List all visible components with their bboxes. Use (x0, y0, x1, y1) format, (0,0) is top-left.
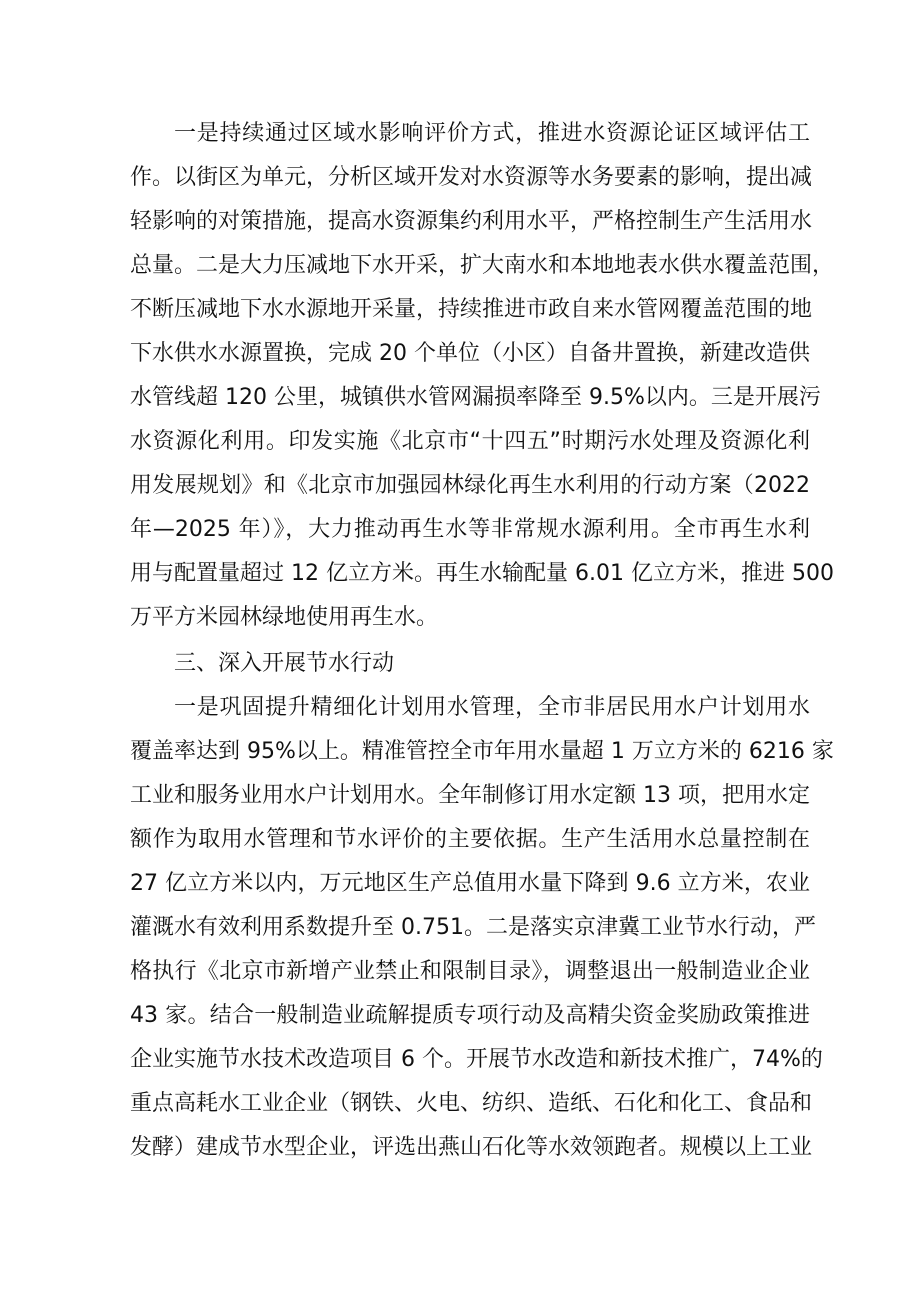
paragraph-line: 一是巩固提升精细化计划用水管理，全市非居民用水户计划用水 (174, 695, 810, 720)
paragraph-line: 下水供水水源置换，完成 20 个单位（小区）自备井置换，新建改造供 (130, 341, 810, 366)
paragraph-water-saving (130, 686, 834, 1170)
paragraph-line: 作。以街区为单元，分析区域开发对水资源等水务要素的影响，提出减 (130, 165, 813, 190)
paragraph-line: 灌溉水有效利用系数提升至 0.751。二是落实京津冀工业节水行动，严 (130, 915, 816, 940)
section-heading-text: 三、深入开展节水行动 (174, 651, 395, 676)
section-heading (130, 642, 810, 686)
paragraph-line: 万平方米园林绿地使用再生水。 (130, 605, 439, 630)
paragraph-water-resources (130, 112, 835, 640)
paragraph-line: 用与配置量超过 12 亿立方米。再生水输配量 6.01 亿立方米，推进 500 (130, 561, 834, 586)
paragraph-line: 发酵）建成节水型企业，评选出燕山石化等水效领跑者。规模以上工业 (130, 1135, 813, 1160)
paragraph-line: 43 家。结合一般制造业疏解提质专项行动及高精尖资金奖励政策推进 (130, 1003, 810, 1028)
paragraph-line: 水资源化利用。印发实施《北京市“十四五”时期污水处理及资源化利 (130, 429, 810, 454)
paragraph-line: 企业实施节水技术改造项目 6 个。开展节水改造和新技术推广，74%的 (130, 1047, 823, 1072)
paragraph-line: 27 亿立方米以内，万元地区生产总值用水量下降到 9.6 立方米，农业 (130, 871, 810, 896)
paragraph-line: 用发展规划》和《北京市加强园林绿化再生水利用的行动方案（2022 (130, 473, 810, 498)
paragraph-line: 不断压减地下水水源地开采量，持续推进市政自来水管网覆盖范围的地 (130, 297, 813, 322)
paragraph-line: 轻影响的对策措施，提高水资源集约利用水平，严格控制生产生活用水 (130, 209, 813, 234)
paragraph-line: 额作为取用水管理和节水评价的主要依据。生产生活用水总量控制在 (130, 827, 810, 852)
paragraph-line: 重点高耗水工业企业（钢铁、火电、纺织、造纸、石化和化工、食品和 (130, 1091, 813, 1116)
paragraph-line: 格执行《北京市新增产业禁止和限制目录》，调整退出一般制造业企业 (130, 959, 810, 984)
paragraph-line: 总量。二是大力压减地下水开采，扩大南水和本地地表水供水覆盖范围， (130, 253, 835, 278)
paragraph-line: 工业和服务业用水户计划用水。全年制修订用水定额 13 项，把用水定 (130, 783, 810, 808)
paragraph-line: 年—2025 年）》，大力推动再生水等非常规水源利用。全市再生水利 (130, 517, 810, 542)
paragraph-line: 水管线超 120 公里，城镇供水管网漏损率降至 9.5%以内。三是开展污 (130, 385, 821, 410)
paragraph-line: 覆盖率达到 95%以上。精准管控全市年用水量超 1 万立方米的 6216 家 (130, 739, 834, 764)
paragraph-line: 一是持续通过区域水影响评价方式，推进水资源论证区域评估工 (174, 121, 810, 146)
